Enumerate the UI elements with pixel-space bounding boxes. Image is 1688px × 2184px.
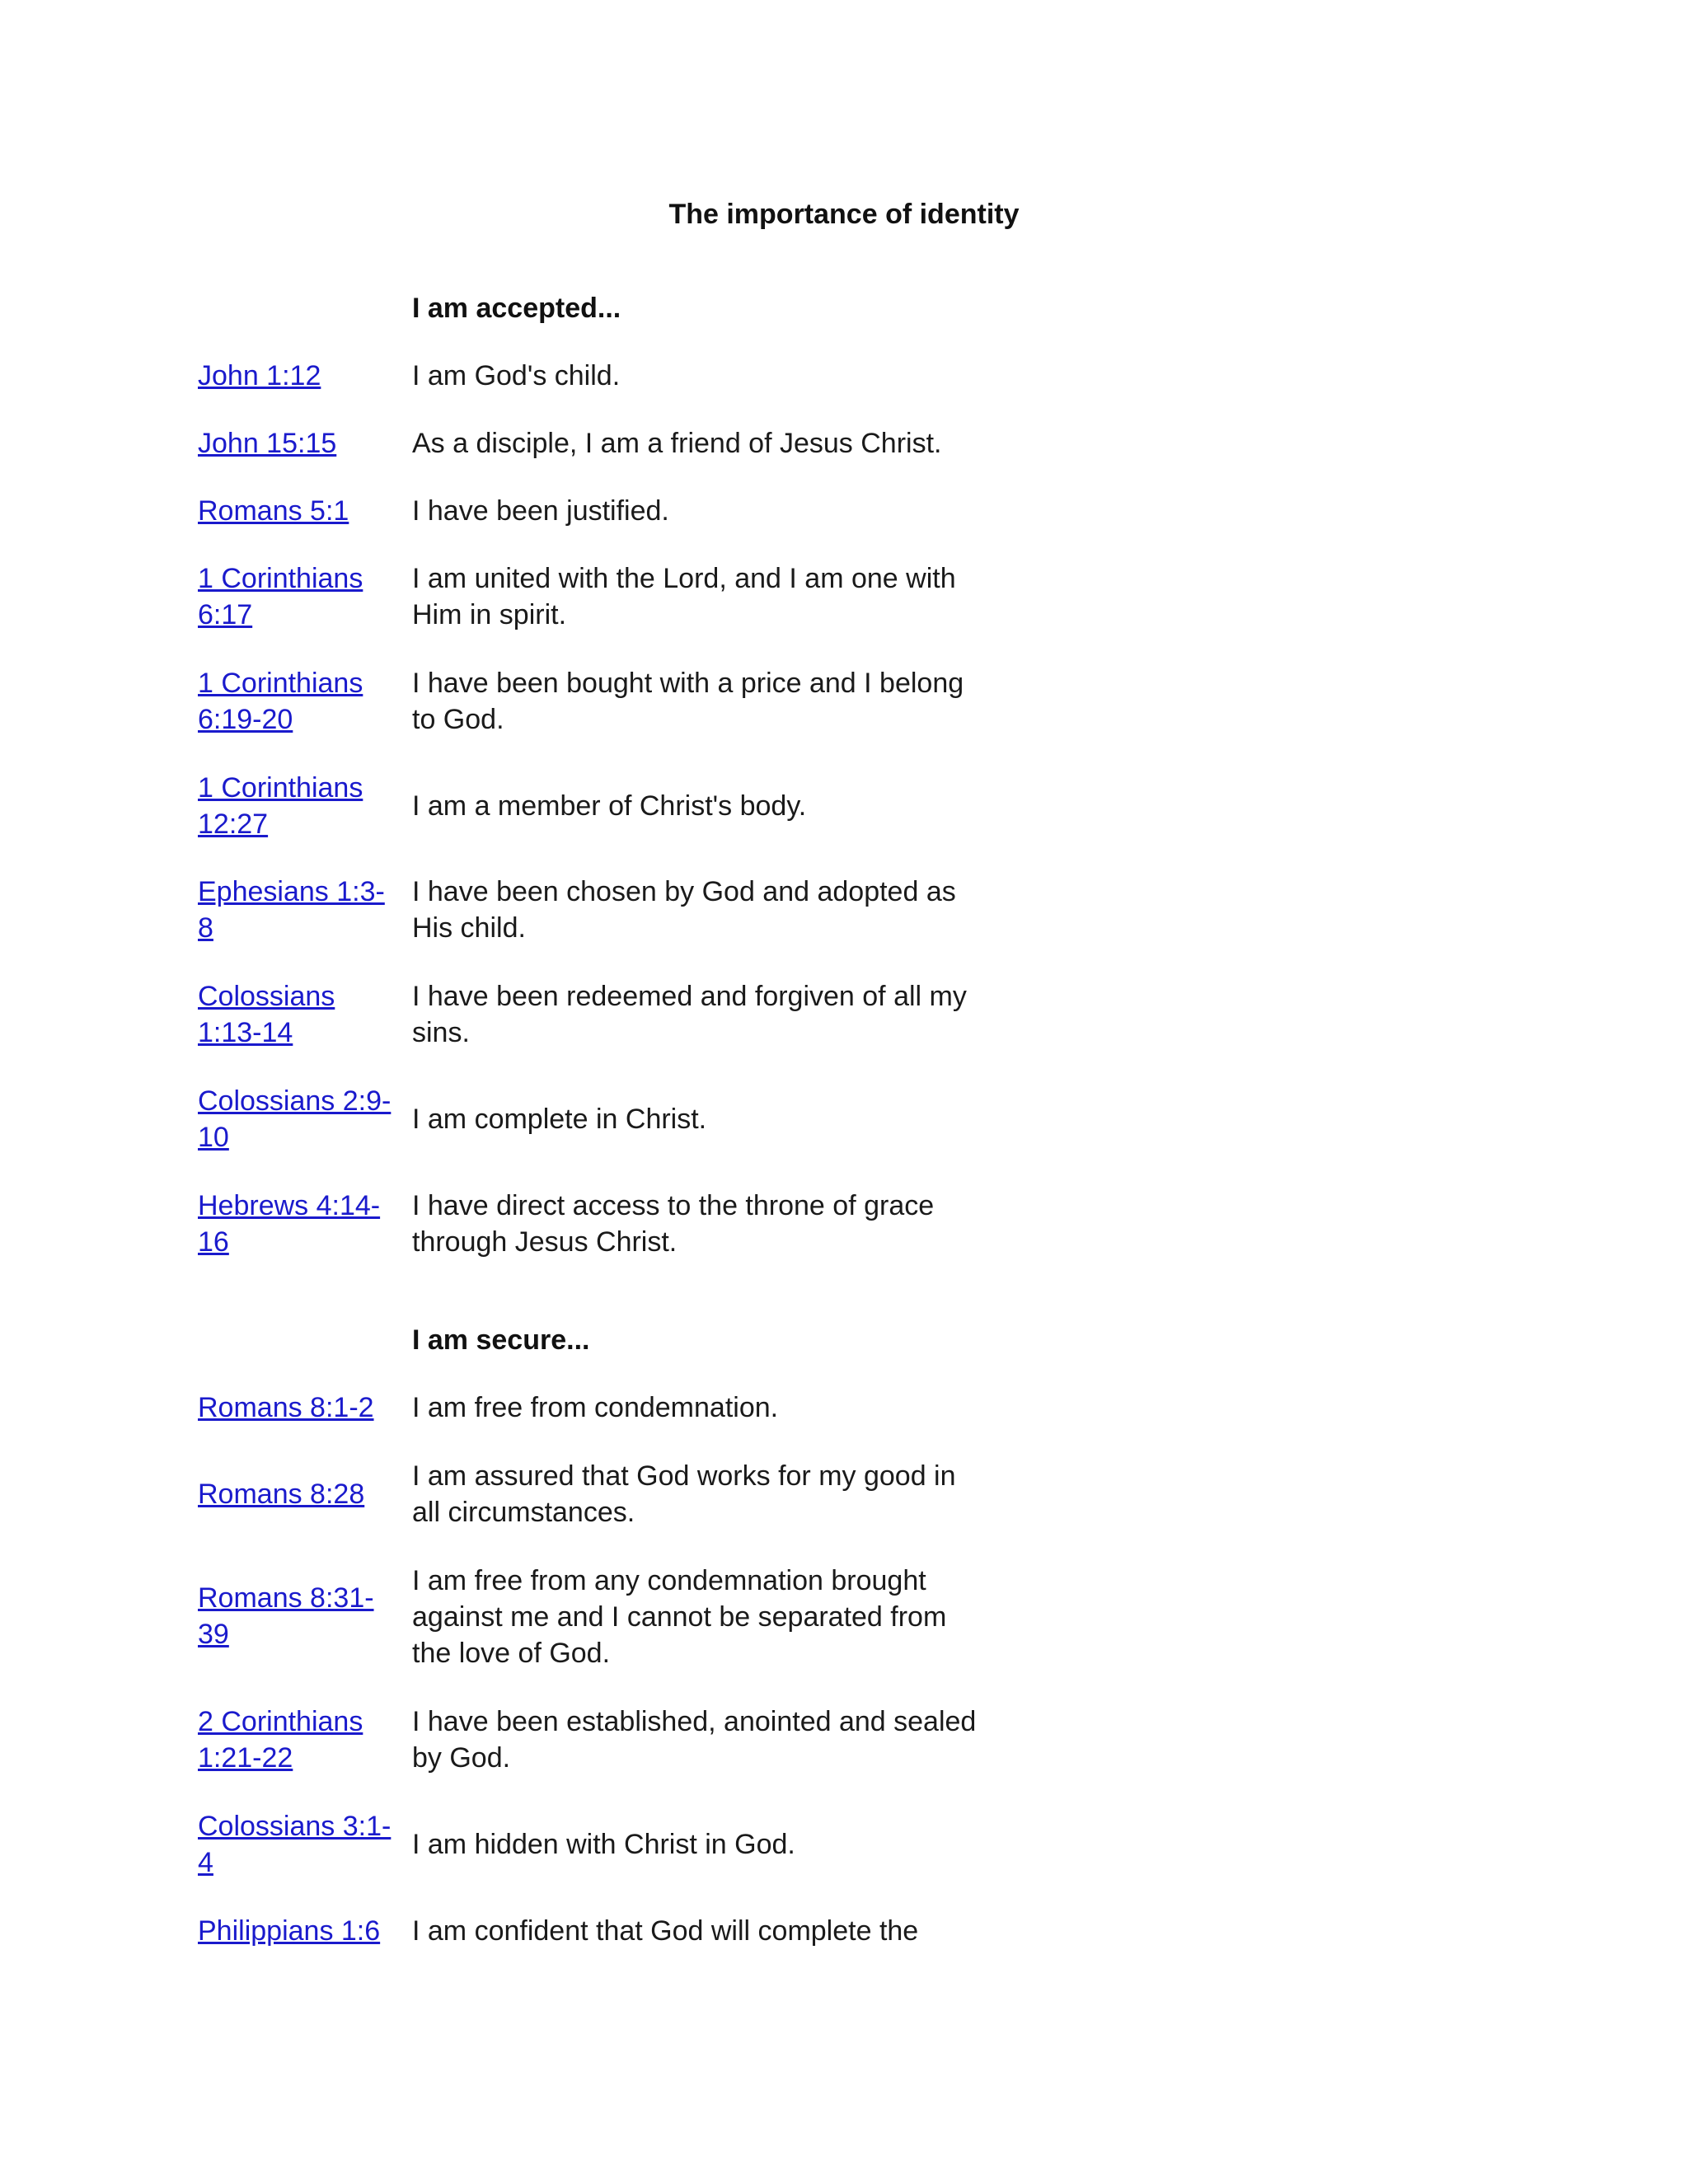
scripture-link[interactable]: Philippians 1:6 xyxy=(198,1915,381,1947)
identity-statement: I am a member of Christ's body. xyxy=(412,790,807,822)
scripture-link[interactable]: Colossians 2:9-10 xyxy=(198,1085,392,1153)
identity-statement: I have been justified. xyxy=(412,495,669,527)
identity-statement: I am free from condemnation. xyxy=(412,1392,779,1423)
identity-statement: I have been established, anointed and sealed by God. xyxy=(412,1706,977,1774)
document-title: The importance of identity xyxy=(668,199,1020,230)
identity-statement: I am hidden with Christ in God. xyxy=(412,1829,795,1860)
identity-statement: I am united with the Lord, and I am one with Him in spirit. xyxy=(412,563,956,630)
identity-statement: I have direct access to the throne of grace through Jesus Christ. xyxy=(412,1190,935,1258)
scripture-link[interactable]: Romans 8:31-39 xyxy=(198,1582,374,1650)
identity-statement: I am God's child. xyxy=(412,360,621,391)
identity-statement: I have been chosen by God and adopted as His child. xyxy=(412,876,956,944)
scripture-link[interactable]: 1 Corinthians 12:27 xyxy=(198,772,363,840)
scripture-link[interactable]: Romans 5:1 xyxy=(198,495,349,527)
scripture-link[interactable]: Hebrews 4:14-16 xyxy=(198,1190,381,1258)
scripture-link[interactable]: 2 Corinthians 1:21-22 xyxy=(198,1706,363,1774)
scripture-link[interactable]: John 1:12 xyxy=(198,360,321,391)
identity-statement: I am assured that God works for my good in all circumstances. xyxy=(412,1460,956,1528)
scripture-link[interactable]: Ephesians 1:3-8 xyxy=(198,876,385,944)
scripture-link[interactable]: 1 Corinthians 6:19-20 xyxy=(198,668,363,735)
scripture-link[interactable]: 1 Corinthians 6:17 xyxy=(198,563,363,630)
scripture-link[interactable]: Colossians 1:13-14 xyxy=(198,981,335,1048)
section-heading-secure: I am secure... xyxy=(412,1324,590,1356)
scripture-link[interactable]: Colossians 3:1-4 xyxy=(198,1811,392,1878)
identity-statement: I am free from any condemnation brought against me and I cannot be separated from the love of God. xyxy=(412,1565,947,1669)
identity-statement: I am confident that God will complete the xyxy=(412,1915,919,1947)
scripture-link[interactable]: Romans 8:28 xyxy=(198,1479,365,1510)
identity-statement: As a disciple, I am a friend of Jesus Christ. xyxy=(412,428,942,459)
scripture-link[interactable]: John 15:15 xyxy=(198,428,337,459)
identity-statement: I am complete in Christ. xyxy=(412,1104,707,1135)
identity-statement: I have been redeemed and forgiven of all my sins. xyxy=(412,981,967,1048)
scripture-link[interactable]: Romans 8:1-2 xyxy=(198,1392,374,1423)
section-heading-accepted: I am accepted... xyxy=(412,293,621,324)
identity-statement: I have been bought with a price and I belong to God. xyxy=(412,668,964,735)
